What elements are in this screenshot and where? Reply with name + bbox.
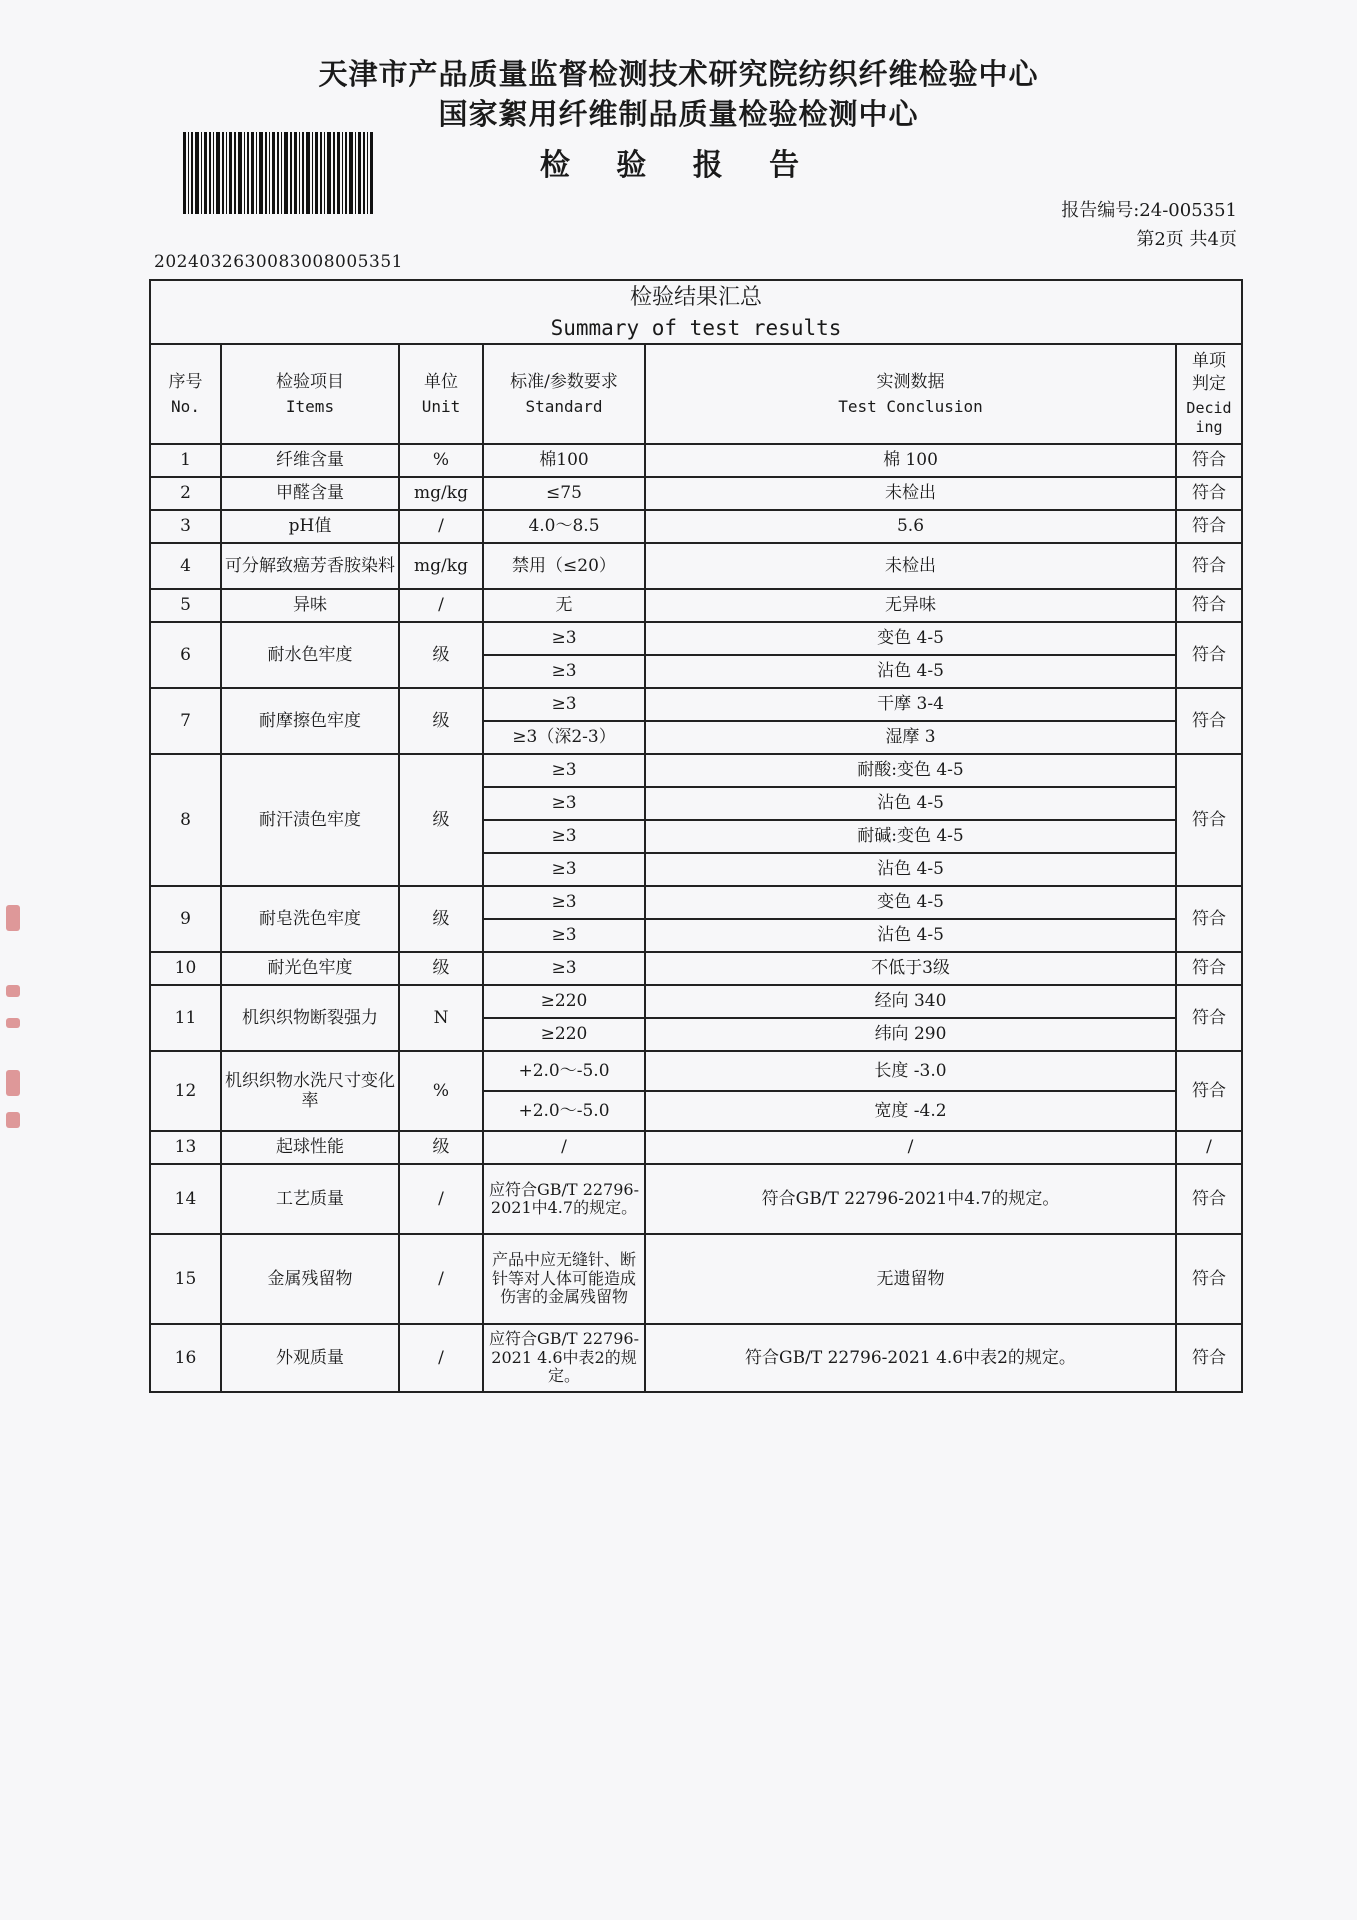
row-item: 可分解致癌芳香胺染料 bbox=[221, 543, 399, 589]
row-unit: 级 bbox=[399, 952, 483, 985]
table-row bbox=[150, 1131, 1242, 1164]
table-row bbox=[150, 952, 1242, 985]
row-standard: ≥3 bbox=[483, 952, 645, 985]
row-deciding: 符合 bbox=[1176, 1234, 1242, 1324]
row-result: 5.6 bbox=[645, 510, 1176, 543]
row-result: / bbox=[645, 1131, 1176, 1164]
row-item: pH值 bbox=[221, 510, 399, 543]
header-items: 检验项目 Items bbox=[221, 344, 399, 444]
row-standard: ≥3 bbox=[483, 853, 645, 886]
row-unit: 级 bbox=[399, 688, 483, 754]
red-stamp-fragment bbox=[6, 1112, 20, 1128]
red-stamp-fragment bbox=[6, 1070, 20, 1096]
row-item: 机织织物断裂强力 bbox=[221, 985, 399, 1051]
row-result: 沾色 4-5 bbox=[645, 919, 1176, 952]
barcode-number: 2024032630083008005351 bbox=[154, 252, 403, 272]
row-deciding: 符合 bbox=[1176, 1324, 1242, 1392]
row-deciding: 符合 bbox=[1176, 1051, 1242, 1131]
red-stamp-fragment bbox=[6, 985, 20, 997]
row-standard: / bbox=[483, 1131, 645, 1164]
table-row bbox=[150, 688, 1242, 721]
row-deciding: 符合 bbox=[1176, 622, 1242, 688]
org-name-line2: 国家絮用纤维制品质量检验检测中心 bbox=[438, 97, 919, 131]
row-deciding: 符合 bbox=[1176, 688, 1242, 754]
row-unit: 级 bbox=[399, 754, 483, 886]
row-item: 机织织物水洗尺寸变化率 bbox=[221, 1051, 399, 1131]
row-unit: / bbox=[399, 1324, 483, 1392]
row-item: 耐光色牢度 bbox=[221, 952, 399, 985]
row-deciding: 符合 bbox=[1176, 589, 1242, 622]
summary-title-cell bbox=[150, 280, 1242, 344]
row-result: 沾色 4-5 bbox=[645, 853, 1176, 886]
row-unit: / bbox=[399, 1164, 483, 1234]
row-standard: ≥3 bbox=[483, 688, 645, 721]
row-number: 15 bbox=[150, 1234, 221, 1324]
row-item: 耐摩擦色牢度 bbox=[221, 688, 399, 754]
row-unit: / bbox=[399, 1234, 483, 1324]
row-number: 7 bbox=[150, 688, 221, 754]
table-row bbox=[150, 510, 1242, 543]
row-standard: ≥3 bbox=[483, 655, 645, 688]
row-deciding: 符合 bbox=[1176, 886, 1242, 952]
table-row bbox=[150, 1324, 1242, 1392]
row-standard: ≥3 bbox=[483, 622, 645, 655]
row-unit: % bbox=[399, 1051, 483, 1131]
table-row bbox=[150, 622, 1242, 655]
row-standard: ≥3 bbox=[483, 754, 645, 787]
row-standard: ≥3 bbox=[483, 787, 645, 820]
row-unit: / bbox=[399, 510, 483, 543]
table-row bbox=[150, 1234, 1242, 1324]
row-unit: 级 bbox=[399, 886, 483, 952]
row-standard: ≤75 bbox=[483, 477, 645, 510]
row-deciding: 符合 bbox=[1176, 477, 1242, 510]
row-result: 变色 4-5 bbox=[645, 622, 1176, 655]
row-item: 耐皂洗色牢度 bbox=[221, 886, 399, 952]
table-row bbox=[150, 589, 1242, 622]
row-standard: 产品中应无缝针、断针等对人体可能造成伤害的金属残留物 bbox=[483, 1234, 645, 1324]
row-result: 未检出 bbox=[645, 477, 1176, 510]
header-unit: 单位 Unit bbox=[399, 344, 483, 444]
table-row bbox=[150, 1051, 1242, 1091]
row-result: 不低于3级 bbox=[645, 952, 1176, 985]
row-standard: +2.0～-5.0 bbox=[483, 1051, 645, 1091]
row-unit: mg/kg bbox=[399, 477, 483, 510]
row-item: 金属残留物 bbox=[221, 1234, 399, 1324]
row-item: 起球性能 bbox=[221, 1131, 399, 1164]
row-result: 符合GB/T 22796-2021中4.7的规定。 bbox=[645, 1164, 1176, 1234]
row-number: 1 bbox=[150, 444, 221, 477]
row-standard: ≥220 bbox=[483, 985, 645, 1018]
row-unit: / bbox=[399, 589, 483, 622]
row-standard: ≥3 bbox=[483, 820, 645, 853]
row-deciding: 符合 bbox=[1176, 952, 1242, 985]
row-item: 甲醛含量 bbox=[221, 477, 399, 510]
table-row bbox=[150, 477, 1242, 510]
table-row bbox=[150, 985, 1242, 1018]
row-item: 异味 bbox=[221, 589, 399, 622]
table-row bbox=[150, 543, 1242, 589]
row-result: 干摩 3-4 bbox=[645, 688, 1176, 721]
results-table bbox=[149, 279, 1243, 1393]
row-number: 5 bbox=[150, 589, 221, 622]
row-item: 纤维含量 bbox=[221, 444, 399, 477]
row-number: 11 bbox=[150, 985, 221, 1051]
row-result: 变色 4-5 bbox=[645, 886, 1176, 919]
row-deciding: 符合 bbox=[1176, 543, 1242, 589]
row-unit: 级 bbox=[399, 622, 483, 688]
table-row bbox=[150, 754, 1242, 787]
row-item: 耐水色牢度 bbox=[221, 622, 399, 688]
row-unit: mg/kg bbox=[399, 543, 483, 589]
row-standard: 4.0～8.5 bbox=[483, 510, 645, 543]
row-standard: 应符合GB/T 22796-2021 4.6中表2的规定。 bbox=[483, 1324, 645, 1392]
row-result: 湿摩 3 bbox=[645, 721, 1176, 754]
row-result: 纬向 290 bbox=[645, 1018, 1176, 1051]
summary-title-cn: 检验结果汇总 bbox=[630, 285, 763, 311]
row-unit: 级 bbox=[399, 1131, 483, 1164]
header-test-conclusion: 实测数据 Test Conclusion bbox=[645, 344, 1176, 444]
row-unit: N bbox=[399, 985, 483, 1051]
row-number: 14 bbox=[150, 1164, 221, 1234]
org-name-line1: 天津市产品质量监督检测技术研究院纺织纤维检验中心 bbox=[318, 57, 1039, 91]
row-number: 13 bbox=[150, 1131, 221, 1164]
table-row bbox=[150, 886, 1242, 919]
red-stamp-fragment bbox=[6, 1018, 20, 1028]
row-deciding: / bbox=[1176, 1131, 1242, 1164]
row-unit: % bbox=[399, 444, 483, 477]
row-number: 12 bbox=[150, 1051, 221, 1131]
red-stamp-fragment bbox=[6, 905, 20, 931]
row-result: 宽度 -4.2 bbox=[645, 1091, 1176, 1131]
row-standard: 禁用（≤20） bbox=[483, 543, 645, 589]
row-number: 4 bbox=[150, 543, 221, 589]
header-deciding: 单项 判定 Decid ing bbox=[1176, 344, 1242, 444]
row-result: 棉 100 bbox=[645, 444, 1176, 477]
header-standard: 标准/参数要求 Standard bbox=[483, 344, 645, 444]
row-item: 耐汗渍色牢度 bbox=[221, 754, 399, 886]
row-number: 2 bbox=[150, 477, 221, 510]
row-result: 沾色 4-5 bbox=[645, 655, 1176, 688]
header-no: 序号 No. bbox=[150, 344, 221, 444]
results-table-container bbox=[149, 279, 1241, 1393]
table-row bbox=[150, 444, 1242, 477]
row-number: 8 bbox=[150, 754, 221, 886]
row-deciding: 符合 bbox=[1176, 1164, 1242, 1234]
page-info: 第2页 共4页 bbox=[1136, 229, 1237, 250]
summary-title-en: Summary of test results bbox=[550, 315, 842, 340]
row-standard: 应符合GB/T 22796-2021中4.7的规定。 bbox=[483, 1164, 645, 1234]
results-body bbox=[150, 444, 1242, 1392]
row-result: 未检出 bbox=[645, 543, 1176, 589]
row-item: 外观质量 bbox=[221, 1324, 399, 1392]
table-row bbox=[150, 1164, 1242, 1234]
row-item: 工艺质量 bbox=[221, 1164, 399, 1234]
row-standard: ≥220 bbox=[483, 1018, 645, 1051]
row-deciding: 符合 bbox=[1176, 444, 1242, 477]
row-standard: 棉100 bbox=[483, 444, 645, 477]
row-number: 10 bbox=[150, 952, 221, 985]
row-standard: ≥3（深2-3） bbox=[483, 721, 645, 754]
doc-title: 检 验 报 告 bbox=[539, 148, 818, 183]
row-deciding: 符合 bbox=[1176, 754, 1242, 886]
row-standard: 无 bbox=[483, 589, 645, 622]
row-result: 符合GB/T 22796-2021 4.6中表2的规定。 bbox=[645, 1324, 1176, 1392]
row-result: 耐酸:变色 4-5 bbox=[645, 754, 1176, 787]
row-number: 9 bbox=[150, 886, 221, 952]
row-result: 长度 -3.0 bbox=[645, 1051, 1176, 1091]
row-result: 沾色 4-5 bbox=[645, 787, 1176, 820]
row-number: 16 bbox=[150, 1324, 221, 1392]
row-number: 3 bbox=[150, 510, 221, 543]
row-standard: ≥3 bbox=[483, 919, 645, 952]
row-result: 耐碱:变色 4-5 bbox=[645, 820, 1176, 853]
row-number: 6 bbox=[150, 622, 221, 688]
row-standard: +2.0～-5.0 bbox=[483, 1091, 645, 1131]
report-number: 报告编号:24-005351 bbox=[1061, 200, 1237, 221]
row-deciding: 符合 bbox=[1176, 510, 1242, 543]
row-result: 无异味 bbox=[645, 589, 1176, 622]
row-result: 无遗留物 bbox=[645, 1234, 1176, 1324]
row-deciding: 符合 bbox=[1176, 985, 1242, 1051]
row-standard: ≥3 bbox=[483, 886, 645, 919]
row-result: 经向 340 bbox=[645, 985, 1176, 1018]
